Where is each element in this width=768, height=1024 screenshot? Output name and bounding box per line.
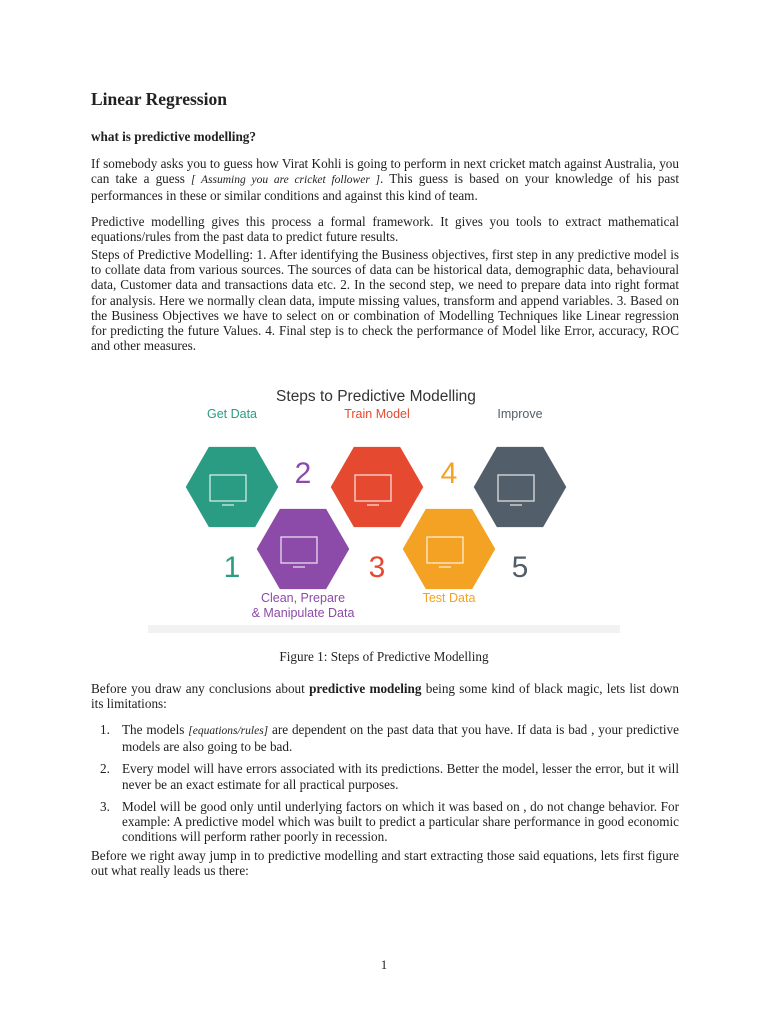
list-number: 3.	[100, 798, 110, 814]
hexagon	[184, 445, 280, 528]
hexagon	[255, 507, 351, 590]
page-title: Linear Regression	[91, 89, 227, 109]
section-heading: what is predictive modelling?	[91, 129, 256, 144]
figure-shadow	[148, 625, 620, 633]
paragraph-intro	[91, 156, 679, 204]
text: If somebody asks you to guess how Virat Kohli is going to perform in next cricket match against Australia, you can take a guess	[91, 156, 679, 187]
step-number: 1	[223, 551, 241, 584]
hexagon	[329, 445, 425, 528]
steps-figure	[140, 375, 630, 637]
step-label: Improve	[497, 407, 543, 421]
hexagon	[472, 445, 568, 528]
step-label: Train Model	[344, 407, 410, 421]
text: Every model will have errors associated with its predictions. Better the model, lesser the error, but it will never be an exact estimate for all practical purposes.	[122, 761, 679, 792]
step-label: Get Data	[206, 407, 258, 421]
step-label: Test Data	[422, 591, 476, 605]
list-item	[91, 722, 679, 754]
figure-caption: Figure 1: Steps of Predictive Modelling	[279, 649, 489, 664]
text: Before you draw any conclusions about	[91, 681, 310, 696]
text: are dependent on the past data that you have. If data is bad , your predictive models are also going to be bad.	[122, 722, 679, 755]
step-label: Clean, Prepare	[260, 591, 346, 605]
step-number: 5	[511, 551, 529, 584]
step-number: 4	[440, 457, 458, 490]
bold-text: predictive modeling	[309, 681, 422, 696]
list-item	[91, 799, 679, 845]
list-number: 1.	[100, 722, 110, 737]
paragraph-steps: Steps of Predictive Modelling: 1. After identifying the Business objectives, first step in any predictive model is to collate data from various sources. The sources of data can be historical data, demographic data, behavioural data, Customer data and transactions data etc. 2. In the second step, we need to prepare data into right format for analysis. Here we normally clean data, impute missing values, transform and append variables. 3. Based on the Business Objectives we have to select on or combination of Modelling Techniques like Linear regression for predicting the future Values. 4. Final step is to check the performance of Model like Error, accuracy, ROC and other measures.	[91, 247, 679, 354]
paragraph-limitations-intro	[91, 681, 679, 711]
figure-title: Steps to Predictive Modelling	[276, 388, 476, 405]
italic-text: [ Assuming you are cricket follower ]	[191, 174, 380, 187]
text: . This guess is based on your knowledge of his past performances in these or similar conditions and against this kind of team.	[91, 171, 679, 204]
paragraph-framework: Predictive modelling gives this process a formal framework. It gives you tools to extract mathematical equations/rules from the past data to predict future results.	[91, 214, 679, 245]
limitations-list	[91, 722, 679, 851]
list-number: 2.	[100, 761, 110, 777]
italic-text: [equations/rules]	[188, 725, 269, 737]
page-number: 1	[380, 957, 388, 972]
list-item	[91, 761, 679, 791]
step-number: 3	[368, 551, 386, 584]
hexagon	[401, 507, 497, 590]
text: Model will be good only until underlying factors on which it was based on , do not change behavior. For example: A predictive model which was built to predict a particular share performance in good economic conditions will perform rather poorly in recession.	[122, 798, 679, 845]
step-label: & Manipulate Data	[251, 606, 355, 620]
paragraph-closing: Before we right away jump in to predictive modelling and start extracting those said equations, lets first figure out what really leads us there:	[91, 848, 679, 879]
text: The models	[122, 722, 189, 737]
text: being some kind of black magic, lets list down its limitations:	[91, 681, 679, 712]
step-number: 2	[294, 457, 312, 490]
